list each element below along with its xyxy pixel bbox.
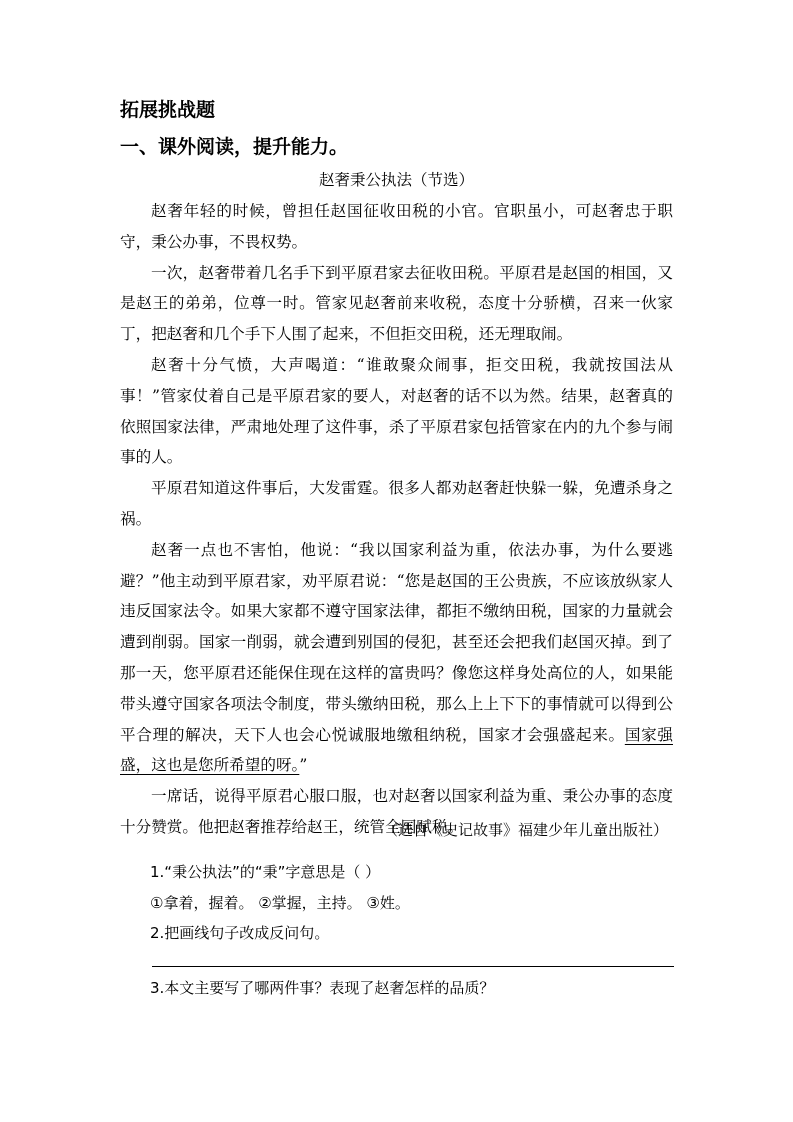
article-body: [120, 196, 673, 843]
article-title: 赵奢秉公执法（节选）: [318, 171, 474, 189]
answer-line[interactable]: [152, 966, 674, 967]
paragraph-5: [120, 535, 673, 781]
extend-challenge-heading: 拓展挑战题: [120, 99, 216, 121]
closing-quote: ”: [299, 756, 308, 775]
paragraph-4: 平原君知道这件事后，大发雷霆。很多人都劝赵奢赶快躲一躲，免遭杀身之祸。: [120, 479, 673, 528]
paragraph-6: 一席话，说得平原君心服口服，也对赵奢以国家利益为重、秉公办事的态度十分赞赏。他把赵奢推荐给赵王，统管全国赋税。: [120, 787, 673, 836]
paragraph-2: 一次，赵奢带着几名手下到平原君家去征收田税。平原君是赵国的相国，又是赵王的弟弟，位尊一时。管家见赵奢前来收税，态度十分骄横，召来一伙家丁，把赵奢和几个手下人围了起来，不但拒交田税，还无理取闹。: [120, 263, 673, 344]
paragraph-1: 赵奢年轻的时候，曾担任赵国征收田税的小官。官职虽小，可赵奢忠于职守，秉公办事，不畏权势。: [120, 202, 673, 251]
underlined-sentence: 国家强盛，这也是您所希望的呀。: [120, 725, 673, 775]
paragraph-3: 赵奢十分气愤，大声喝道：“谁敢聚众闹事，拒交田税，我就按国法从事！”管家仗着自己是平原君家的要人，对赵奢的话不以为然。结果，赵奢真的依照国家法律，严肃地处理了这件事，杀了平原君家包括管家在内的九个参与闹事的人。: [120, 355, 673, 467]
paragraph-5-text: 赵奢一点也不害怕，他说：“我以国家利益为重，依法办事，为什么要逃避？”他主动到平原君家，劝平原君说：“您是赵国的王公贵族，不应该放纵家人违反国家法令。如果大家都不遵守国家法律，都拒不缴纳田税，国家的力量就会遭到削弱。国家一削弱，就会遭到别国的侵犯，甚至还会把我们赵国灭掉。到了那一天，您平原君还能保住现在这样的富贵吗？像您这样身处高位的人，如果能带头遵守国家各项法令制度，带头缴纳田税，那么上上下下的事情就可以得到公平合理的解决，天下人也会心悦诚服地缴租纳税，国家才会强盛起来。: [120, 540, 673, 744]
source-citation: （选自《史记故事》福建少年儿童出版社）: [382, 821, 668, 839]
question-3: 3.本文主要写了哪两件事？表现了赵奢怎样的品质？: [150, 979, 495, 997]
section-heading: 一、课外阅读，提升能力。: [120, 136, 349, 158]
question-2: 2.把画线句子改成反问句。: [150, 924, 330, 942]
question-1-options: ①拿着，握着。 ②掌握，主持。 ③姓。: [150, 893, 410, 912]
questions-block: [150, 857, 673, 949]
question-1: 1.“秉公执法”的“秉”字意思是（ ）: [150, 863, 381, 881]
